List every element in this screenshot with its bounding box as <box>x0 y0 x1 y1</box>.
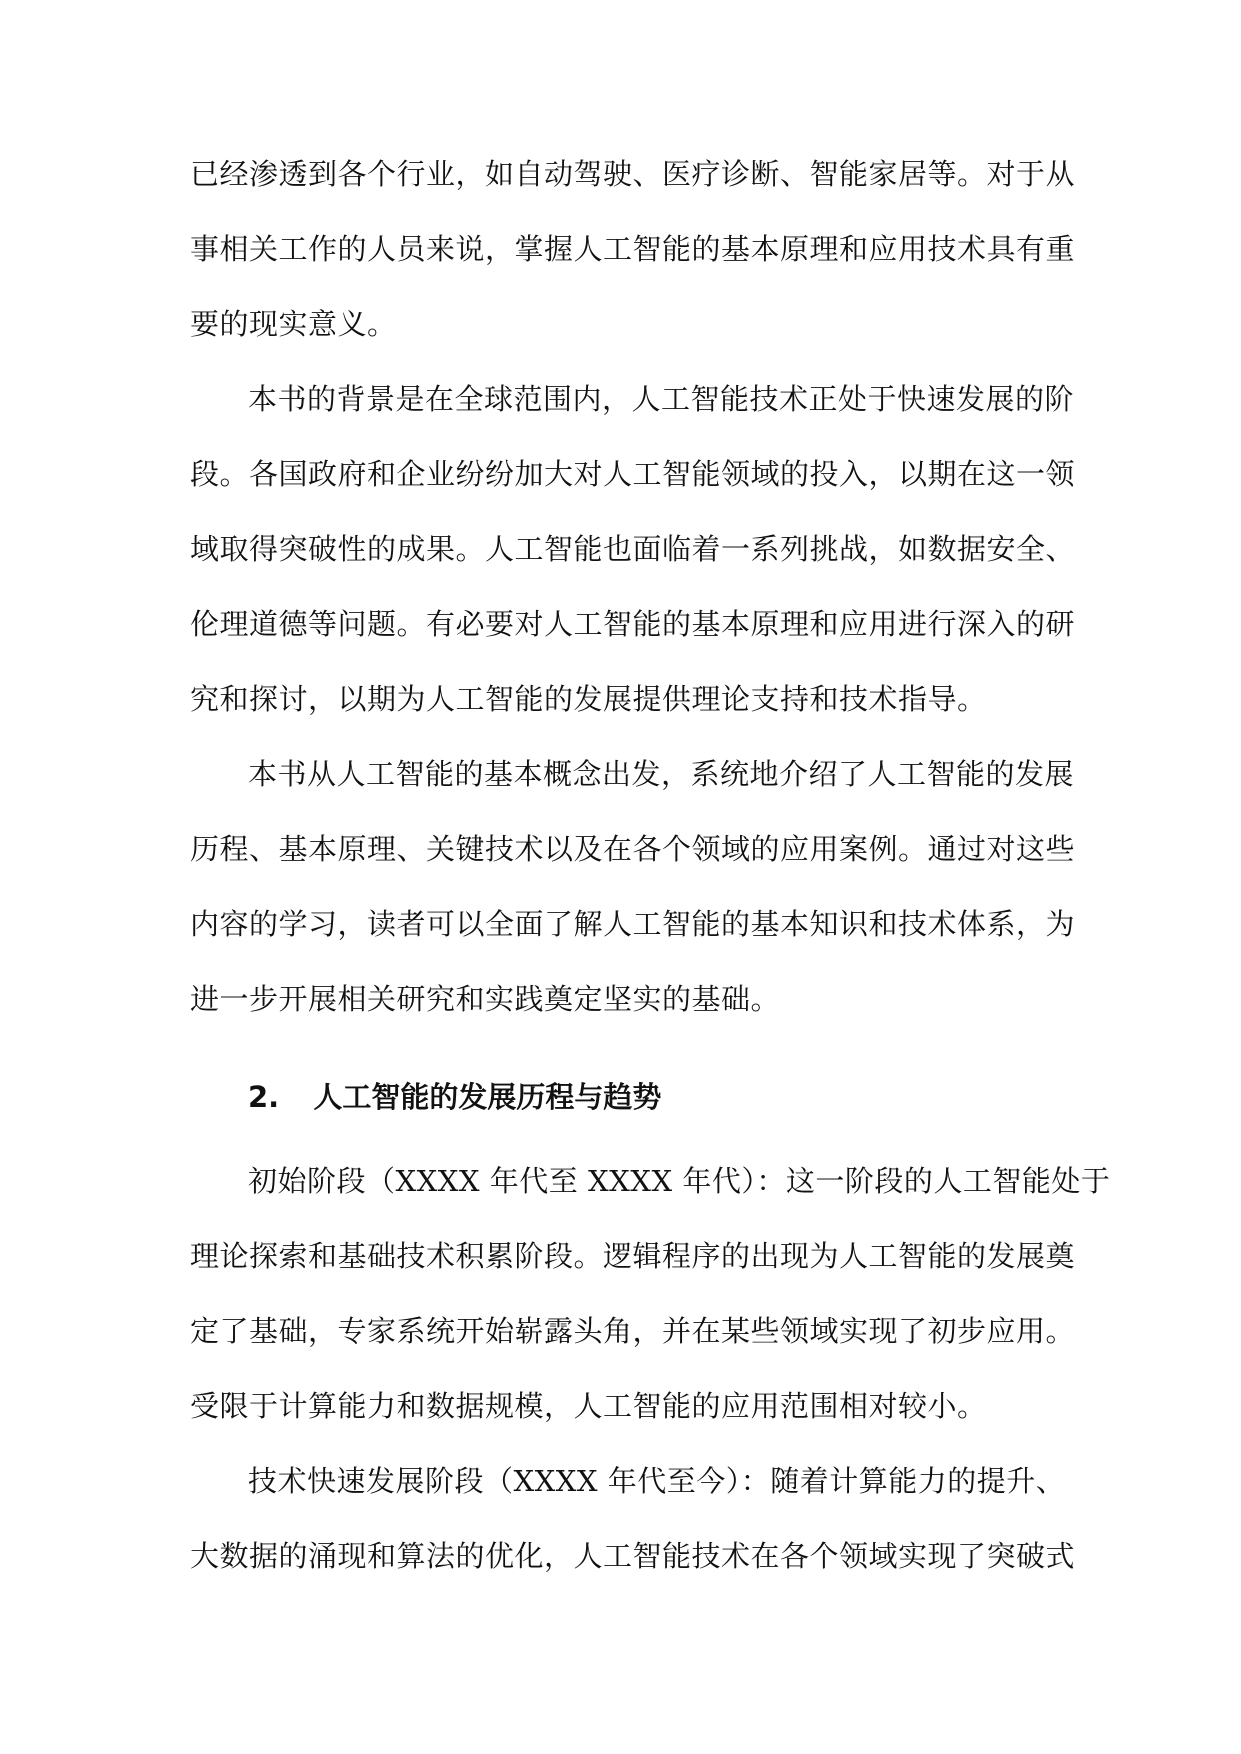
paragraph-2-line-4: 伦理道德等问题。有必要对人工智能的基本原理和应用进行深入的研 <box>190 607 1076 641</box>
section-paragraph-2-line-1: 技术快速发展阶段（XXXX 年代至今）：随着计算能力的提升、 <box>248 1464 1066 1498</box>
paragraph-3-line-3: 内容的学习，读者可以全面了解人工智能的基本知识和技术体系，为 <box>190 907 1076 941</box>
section-heading <box>248 1077 661 1117</box>
section-paragraph-1-line-1: 初始阶段（XXXX 年代至 XXXX 年代）：这一阶段的人工智能处于 <box>248 1164 1111 1198</box>
section-paragraph-1-line-3: 定了基础，专家系统开始崭露头角，并在某些领域实现了初步应用。 <box>190 1314 1076 1348</box>
section-paragraph-2-line-2: 大数据的涌现和算法的优化，人工智能技术在各个领域实现了突破式 <box>190 1539 1076 1573</box>
paragraph-1-line-2: 事相关工作的人员来说，掌握人工智能的基本原理和应用技术具有重 <box>190 232 1076 266</box>
section-paragraph-1-line-2: 理论探索和基础技术积累阶段。逻辑程序的出现为人工智能的发展奠 <box>190 1239 1076 1273</box>
section-number: 2. <box>248 1080 280 1114</box>
section-title: 人工智能的发展历程与趋势 <box>313 1080 662 1114</box>
section-paragraph-1-line-4: 受限于计算能力和数据规模，人工智能的应用范围相对较小。 <box>190 1389 987 1423</box>
paragraph-3-line-2: 历程、基本原理、关键技术以及在各个领域的应用案例。通过对这些 <box>190 832 1076 866</box>
paragraph-3-line-4: 进一步开展相关研究和实践奠定坚实的基础。 <box>190 982 781 1016</box>
paragraph-2-line-5: 究和探讨，以期为人工智能的发展提供理论支持和技术指导。 <box>190 682 987 716</box>
paragraph-1-line-1: 已经渗透到各个行业，如自动驾驶、医疗诊断、智能家居等。对于从 <box>190 157 1076 191</box>
paragraph-2-line-3: 域取得突破性的成果。人工智能也面临着一系列挑战，如数据安全、 <box>190 532 1076 566</box>
paragraph-2-line-1: 本书的背景是在全球范围内，人工智能技术正处于快速发展的阶 <box>248 382 1075 416</box>
paragraph-1-line-3: 要的现实意义。 <box>190 307 397 341</box>
paragraph-3-line-1: 本书从人工智能的基本概念出发，系统地介绍了人工智能的发展 <box>248 757 1075 791</box>
paragraph-2-line-2: 段。各国政府和企业纷纷加大对人工智能领域的投入，以期在这一领 <box>190 457 1076 491</box>
